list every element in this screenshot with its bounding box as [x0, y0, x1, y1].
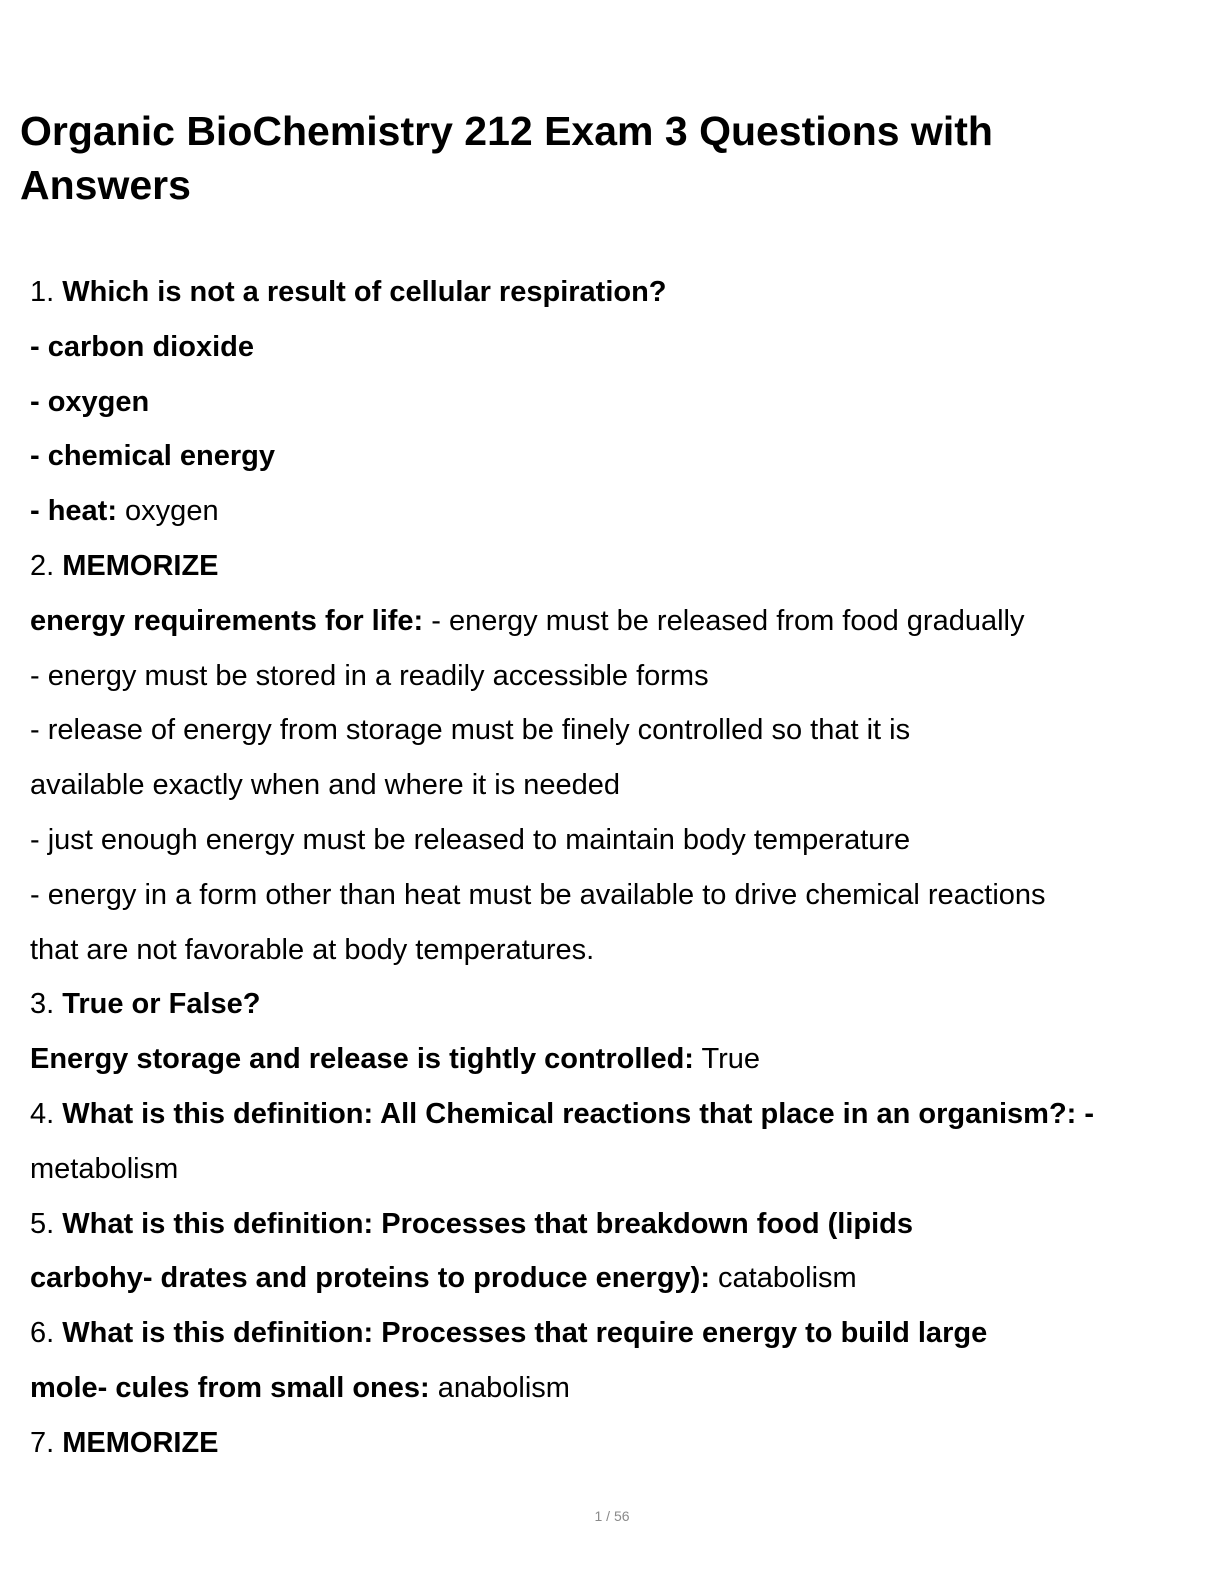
bold-text: MEMORIZE [62, 1426, 219, 1459]
text-line [30, 375, 1200, 430]
plain-text: anabolism [429, 1371, 570, 1404]
plain-text: available exactly when and where it is needed [30, 769, 621, 802]
bold-text: What is this definition: Processes that breakdown food (lipids [62, 1207, 913, 1240]
bold-text: mole- cules from small ones: [30, 1371, 430, 1404]
bold-text: carbohy- drates and proteins to produce energy): [30, 1262, 710, 1295]
text-line [30, 320, 1200, 375]
text-line [30, 484, 1200, 539]
plain-text: 4. [30, 1097, 63, 1130]
text-line [30, 429, 1200, 484]
plain-text: 6. [30, 1317, 63, 1350]
plain-text: - energy in a form other than heat must be available to drive chemical reactions [30, 878, 1046, 911]
plain-text: 7. [30, 1426, 63, 1459]
text-line [30, 758, 1200, 813]
bold-text: - oxygen [30, 385, 150, 418]
text-line [30, 1361, 1200, 1416]
text-line [30, 1306, 1200, 1361]
plain-text: - release of energy from storage must be finely controlled so that it is [30, 714, 911, 747]
bold-text: What is this definition: Processes that require energy to build large [62, 1317, 988, 1350]
bold-text: Which is not a result of cellular respiration? [62, 276, 667, 308]
plain-text: 3. [30, 988, 63, 1021]
plain-text: - energy must be stored in a readily accessible forms [30, 659, 709, 692]
plain-text: 2. [30, 549, 63, 582]
question-list [30, 265, 1200, 1471]
plain-text: 5. [30, 1207, 63, 1240]
plain-text: 1. [30, 276, 63, 308]
document-title [20, 104, 1200, 212]
plain-text: - energy must be released from food gradually [423, 604, 1025, 637]
text-line [30, 1142, 1200, 1197]
text-line [30, 1032, 1200, 1087]
plain-text: that are not favorable at body temperatures. [30, 933, 595, 966]
text-line [30, 1416, 1200, 1471]
title-line-1: Organic BioChemistry 212 Exam 3 Questions with [20, 108, 993, 154]
text-line [30, 649, 1200, 704]
bold-text: - heat: [30, 495, 117, 528]
plain-text: True [693, 1043, 761, 1076]
text-line [30, 977, 1200, 1032]
plain-text: - just enough energy must be released to maintain body temperature [30, 823, 911, 856]
bold-text: True or False? [62, 988, 261, 1021]
plain-text: catabolism [710, 1262, 857, 1295]
bold-text: MEMORIZE [62, 549, 219, 582]
text-line [30, 1197, 1200, 1252]
text-line [30, 265, 1200, 320]
bold-text: - carbon dioxide [30, 330, 254, 363]
plain-text: oxygen [117, 495, 219, 528]
text-line [30, 539, 1200, 594]
text-line [30, 594, 1200, 649]
page-indicator: 1 / 56 [594, 1508, 630, 1524]
text-line [30, 1251, 1200, 1306]
text-line [30, 813, 1200, 868]
plain-text: metabolism [30, 1152, 179, 1185]
title-line-2: Answers [20, 162, 191, 208]
bold-text: - chemical energy [30, 440, 275, 473]
text-line [30, 923, 1200, 978]
bold-text: What is this definition: All Chemical reactions that place in an organism?: - [62, 1097, 1095, 1130]
text-line [30, 1087, 1200, 1142]
text-line [30, 703, 1200, 758]
text-line [30, 868, 1200, 923]
bold-text: energy requirements for life: [30, 604, 424, 637]
bold-text: Energy storage and release is tightly controlled: [30, 1043, 694, 1076]
